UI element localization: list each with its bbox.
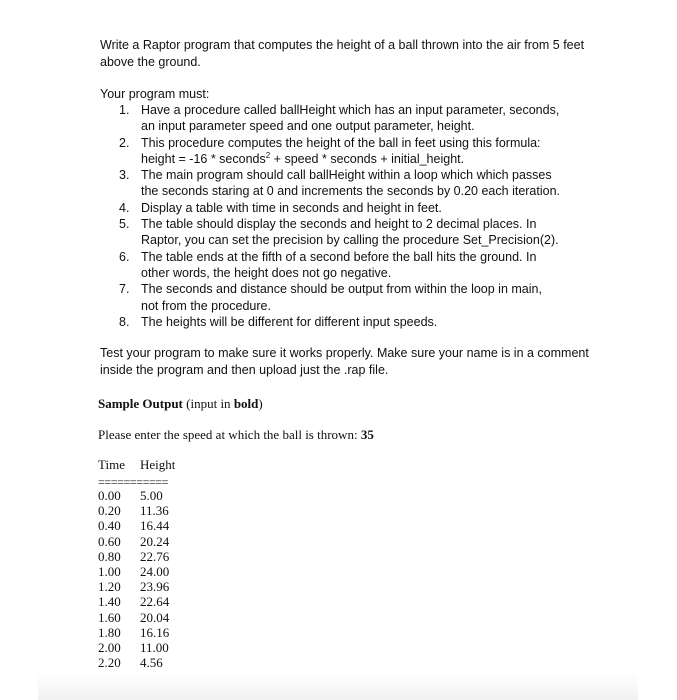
table-row	[98, 610, 169, 625]
sample-prompt	[98, 427, 374, 443]
requirement-number: 6.	[119, 249, 130, 264]
row-time: 1.00	[98, 564, 121, 580]
sample-title-rest: (input in	[182, 396, 234, 411]
requirement-line: This procedure computes the height of the ball in feet using this formula:	[141, 135, 541, 150]
requirement-line: not from the procedure.	[141, 298, 271, 313]
table-row	[98, 594, 169, 609]
row-time: 0.00	[98, 488, 121, 503]
requirement-line: The seconds and distance should be output from within the loop in main,	[141, 282, 542, 297]
requirements-heading: Your program must:	[100, 87, 210, 101]
row-height: 16.44	[140, 518, 170, 534]
row-time: 1.40	[98, 594, 121, 610]
row-time: 2.00	[98, 640, 121, 656]
table-header	[98, 457, 175, 473]
requirement-line: Have a procedure called ballHeight which has an input parameter, seconds,	[141, 103, 560, 117]
row-time: 1.80	[98, 624, 121, 640]
sample-output-title	[98, 396, 263, 412]
requirement-number: 1.	[119, 103, 130, 117]
table-row	[98, 579, 169, 594]
requirement-line: an input parameter speed and one output parameter, height.	[141, 119, 475, 134]
formula-exponent: 2	[265, 150, 271, 160]
requirements-list	[119, 102, 601, 330]
requirement-line: Raptor, you can set the precision by calling the procedure Set_Precision(2).	[141, 233, 559, 248]
requirement-line: Display a table with time in seconds and height in feet.	[141, 200, 442, 215]
requirement-number: 3.	[119, 168, 130, 183]
requirement-line: The main program should call ballHeight within a loop which which passes	[141, 168, 552, 183]
table-row	[98, 549, 169, 564]
requirement-item	[119, 216, 601, 249]
row-height: 11.36	[140, 503, 169, 519]
requirement-number: 5.	[119, 217, 130, 232]
requirement-line: The heights will be different for different input speeds.	[141, 314, 438, 329]
prompt-text: Please enter the speed at which the ball is thrown:	[98, 427, 361, 442]
row-time: 0.40	[98, 518, 121, 534]
requirement-number: 2.	[119, 135, 130, 150]
requirement-number: 8.	[119, 314, 130, 329]
requirement-line: The table should display the seconds and height to 2 decimal places. In	[141, 217, 537, 232]
test-instructions: Test your program to make sure it works properly. Make sure your name is in a comment inside the program and then upload just the .rap file.	[100, 346, 589, 377]
table-separator: ===========	[98, 475, 169, 489]
intro-paragraph: Write a Raptor program that computes the height of a ball thrown into the air from 5 feet above the ground.	[100, 38, 585, 69]
table-row	[98, 655, 169, 670]
table-row	[98, 640, 169, 655]
row-height: 11.00	[140, 640, 169, 656]
table-row	[98, 564, 169, 579]
row-height: 23.96	[140, 579, 170, 595]
row-time: 0.60	[98, 533, 121, 549]
output-table-rows	[98, 488, 169, 670]
row-time: 2.20	[98, 655, 121, 671]
requirement-item	[119, 249, 601, 282]
table-header-height: Height	[140, 457, 176, 472]
table-row	[98, 488, 169, 503]
row-height: 20.24	[140, 533, 170, 549]
requirement-number: 7.	[119, 282, 130, 297]
row-time: 1.60	[98, 609, 121, 625]
row-height: 16.16	[140, 624, 170, 640]
requirement-item	[119, 167, 601, 200]
sample-title-bold2: bold	[233, 396, 259, 411]
formula-part: height = -16 * seconds	[141, 151, 266, 166]
requirement-line: other words, the height does not go negative.	[141, 265, 392, 280]
table-row	[98, 518, 169, 533]
table-row	[98, 534, 169, 549]
table-row	[98, 503, 169, 518]
formula-part: + speed * seconds + initial_height.	[270, 151, 465, 166]
row-height: 20.04	[140, 609, 170, 625]
row-height: 5.00	[140, 488, 163, 503]
requirement-item	[119, 102, 601, 135]
row-time: 1.20	[98, 579, 121, 595]
requirement-item	[119, 281, 601, 314]
page-bottom-shadow	[38, 672, 638, 700]
requirement-line: the seconds staring at 0 and increments the seconds by 0.20 each iteration.	[141, 184, 561, 199]
requirement-line: The table ends at the fifth of a second before the ball hits the ground. In	[141, 249, 537, 264]
requirement-item	[119, 314, 601, 330]
sample-title-bold: Sample Output	[98, 396, 183, 411]
row-height: 22.76	[140, 548, 170, 564]
requirement-item	[119, 200, 601, 216]
table-header-time: Time	[98, 457, 125, 472]
table-row	[98, 625, 169, 640]
row-time: 0.20	[98, 503, 121, 519]
prompt-input-value: 35	[360, 427, 374, 442]
formula-line	[141, 151, 601, 167]
row-time: 0.80	[98, 548, 121, 564]
requirement-item	[119, 135, 601, 168]
row-height: 4.56	[140, 655, 163, 671]
requirement-number: 4.	[119, 200, 130, 215]
row-height: 24.00	[140, 564, 170, 580]
row-height: 22.64	[140, 594, 170, 610]
sample-title-end: )	[258, 396, 263, 411]
